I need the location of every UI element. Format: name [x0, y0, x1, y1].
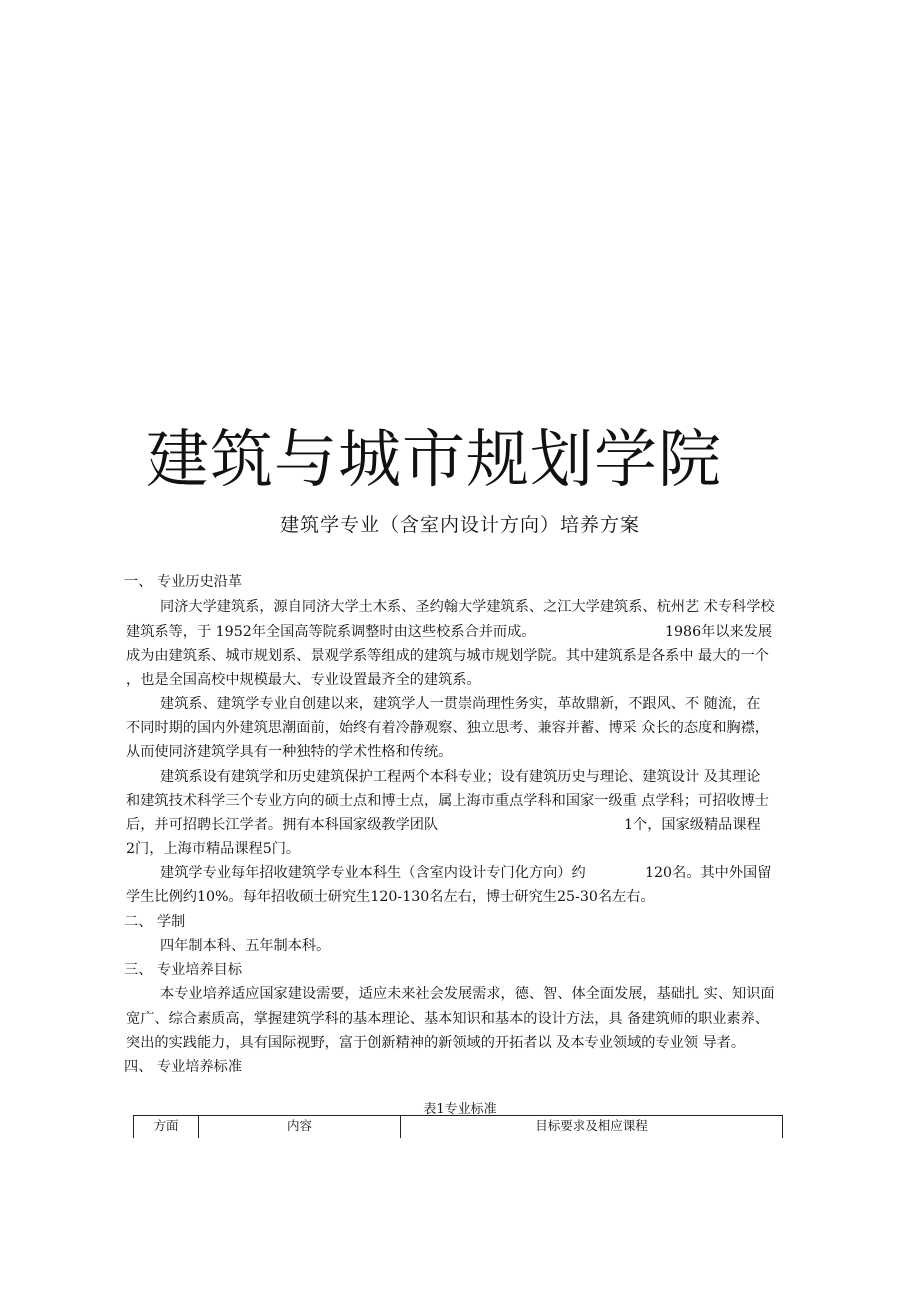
paragraph-line: 2门，上海市精品课程5门。	[126, 841, 301, 857]
paragraph-line: 建筑学专业每年招收建筑学专业本科生（含室内设计专门化方向）约	[160, 865, 586, 881]
paragraph-line: 1个，国家级精品课程	[624, 817, 761, 833]
section-heading-3: 三、 专业培养目标	[124, 962, 243, 978]
paragraph-line: 同济大学建筑系，源自同济大学土木系、圣约翰大学建筑系、之江大学建筑系、杭州艺 术专科学校	[160, 599, 775, 615]
paragraph-line: 从而使同济建筑学具有一种独特的学术性格和传统。	[126, 744, 453, 760]
table-header-row	[134, 1116, 783, 1139]
paragraph-line: 建筑系设有建筑学和历史建筑保护工程两个本科专业；设有建筑历史与理论、建筑设计 及其理论	[160, 769, 761, 785]
section-heading-4: 四、 专业培养标准	[124, 1059, 243, 1075]
paragraph-line: 突出的实践能力，具有国际视野，富于创新精神的新领域的开拓者以 及本专业领域的专业领 导者。	[126, 1035, 746, 1051]
table-header-cell: 内容	[199, 1116, 401, 1139]
standards-table	[133, 1115, 783, 1138]
paragraph-line: 建筑系、建筑学专业自创建以来，建筑学人一贯崇尚理性务实，革故鼎新，不跟风、不 随流，在	[160, 696, 761, 712]
paragraph-line: 后，并可招聘长江学者。拥有本科国家级教学团队	[126, 817, 439, 833]
page-title: 建筑与城市规划学院	[146, 423, 722, 496]
section-heading-1: 一、 专业历史沿革	[124, 574, 243, 590]
paragraph-line: 本专业培养适应国家建设需要，适应未来社会发展需求，德、智、体全面发展，基础扎 实、知识面	[160, 986, 775, 1002]
paragraph-line: 四年制本科、五年制本科。	[160, 938, 331, 954]
paragraph-line: 不同时期的国内外建筑思潮面前，始终有着冷静观察、独立思考、兼容并蓄、博采 众长的态度和胸襟，	[126, 720, 769, 736]
paragraph-line: 120名。其中外国留	[645, 865, 772, 881]
paragraph-line: 建筑系等，于 1952年全国高等院系调整时由这些校系合并而成。	[126, 624, 536, 640]
section-heading-2: 二、 学制	[124, 914, 186, 930]
table-caption: 表1专业标准	[423, 1102, 497, 1117]
paragraph-line: 成为由建筑系、城市规划系、景观学系等组成的建筑与城市规划学院。其中建筑系是各系中 最大的一个	[126, 648, 769, 664]
paragraph-line: ，也是全国高校中规模最大、专业设置最齐全的建筑系。	[126, 672, 481, 688]
page-subtitle: 建筑学专业（含室内设计方向）培养方案	[279, 514, 640, 536]
paragraph-line: 学生比例约10%。每年招收硕士研究生120-130名左右，博士研究生25-30名左右。	[126, 889, 655, 905]
paragraph-line: 和建筑技术科学三个专业方向的硕士点和博士点，属上海市重点学科和国家一级重 点学科；可招收博士	[126, 793, 769, 809]
table-header-cell: 目标要求及相应课程	[401, 1116, 783, 1139]
paragraph-line: 宽广、综合素质高，掌握建筑学科的基本理论、基本知识和基本的设计方法，具 备建筑师的职业素养、	[126, 1011, 769, 1027]
paragraph-line: 1986年以来发展	[665, 624, 773, 640]
table-header-cell: 方面	[134, 1116, 199, 1139]
